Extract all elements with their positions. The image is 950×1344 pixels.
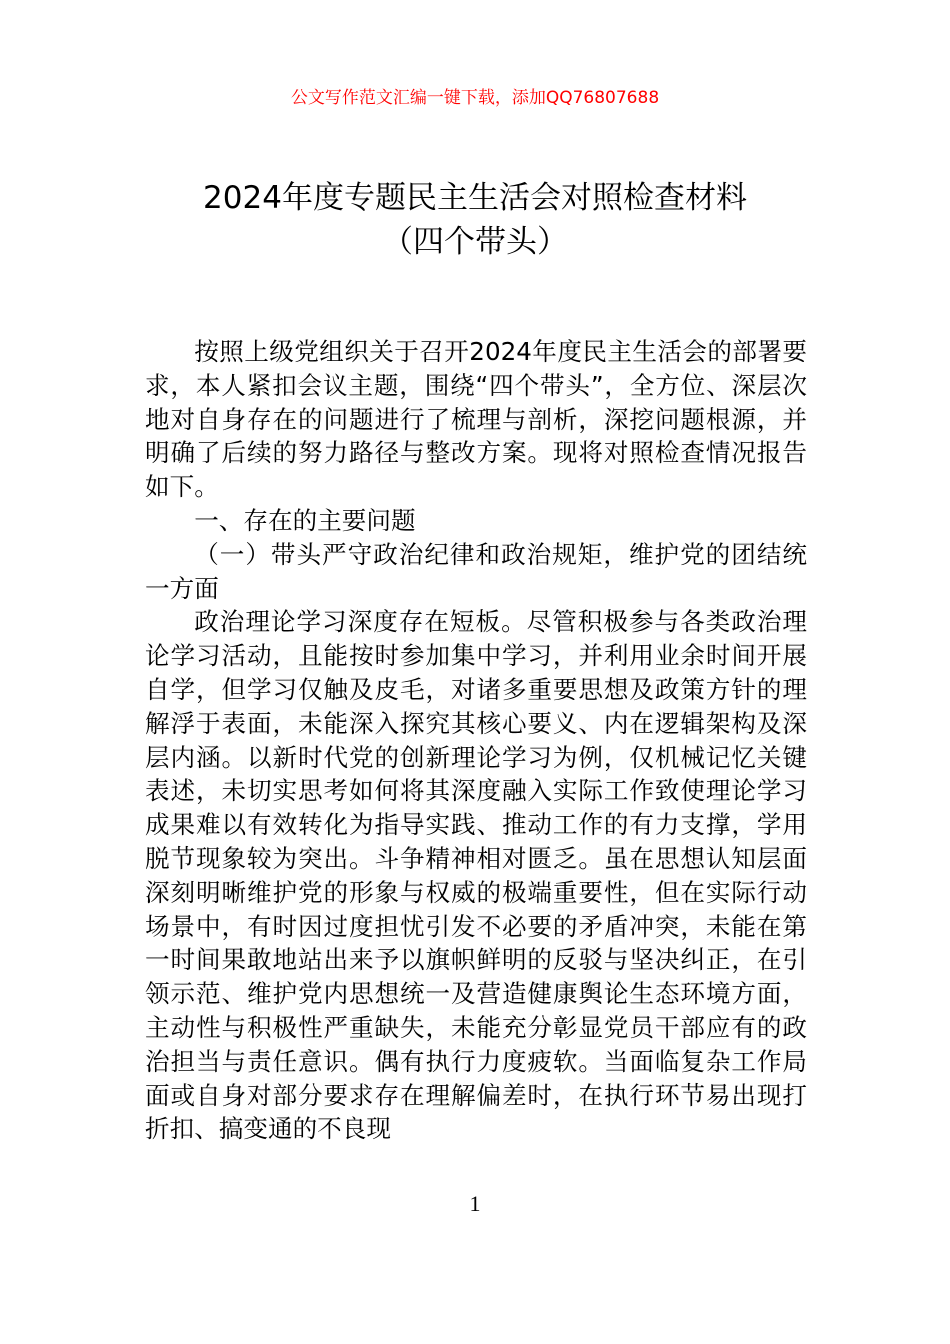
document-subtitle: （四个带头） <box>382 224 568 260</box>
document-body <box>145 335 807 1146</box>
body-paragraph: 政治理论学习深度存在短板。尽管积极参与各类政治理论学习活动，且能按时参加集中学习，并利用业余时间开展自学，但学习仅触及皮毛，对诸多重要思想及政策方针的理解浮于表面，未能深入探究其核心要义、内在逻辑架构及深层内涵。以新时代党的创新理论学习为例，仅机械记忆关键表述，未切实思考如何将其深度融入实际工作致使理论学习成果难以有效转化为指导实践、推动工作的有力支撑，学用脱节现象较为突出。斗争精神相对匮乏。虽在思想认知层面深刻明晰维护党的形象与权威的极端重要性，但在实际行动场景中，有时因过度担忧引发不必要的矛盾冲突，未能在第一时间果敢地站出来予以旗帜鲜明的反驳与坚决纠正，在引领示范、维护党内思想统一及营造健康舆论生态环境方面，主动性与积极性严重缺失，未能充分彰显党员干部应有的政治担当与责任意识。偶有执行力度疲软。当面临复杂工作局面或自身对部分要求存在理解偏差时，在执行环节易出现打折扣、搞变通的不良现 <box>145 607 807 1144</box>
page-number: 1 <box>469 1191 481 1216</box>
document-title: 2024年度专题民主生活会对照检查材料 <box>203 180 747 216</box>
section-heading: 一、存在的主要问题 <box>194 505 416 535</box>
download-link[interactable]: 公文写作范文汇编一键下载，添加QQ76807688 <box>290 88 660 108</box>
intro-paragraph: 按照上级党组织关于召开2024年度民主生活会的部署要求，本人紧扣会议主题，围绕“四个带头”，全方位、深层次地对自身存在的问题进行了梳理与剖析，深挖问题根源，并明确了后续的努力路径与整改方案。现将对照检查情况报告如下。 <box>145 337 807 502</box>
subsection-heading: （一）带头严守政治纪律和政治规矩，维护党的团结统一方面 <box>145 539 807 603</box>
